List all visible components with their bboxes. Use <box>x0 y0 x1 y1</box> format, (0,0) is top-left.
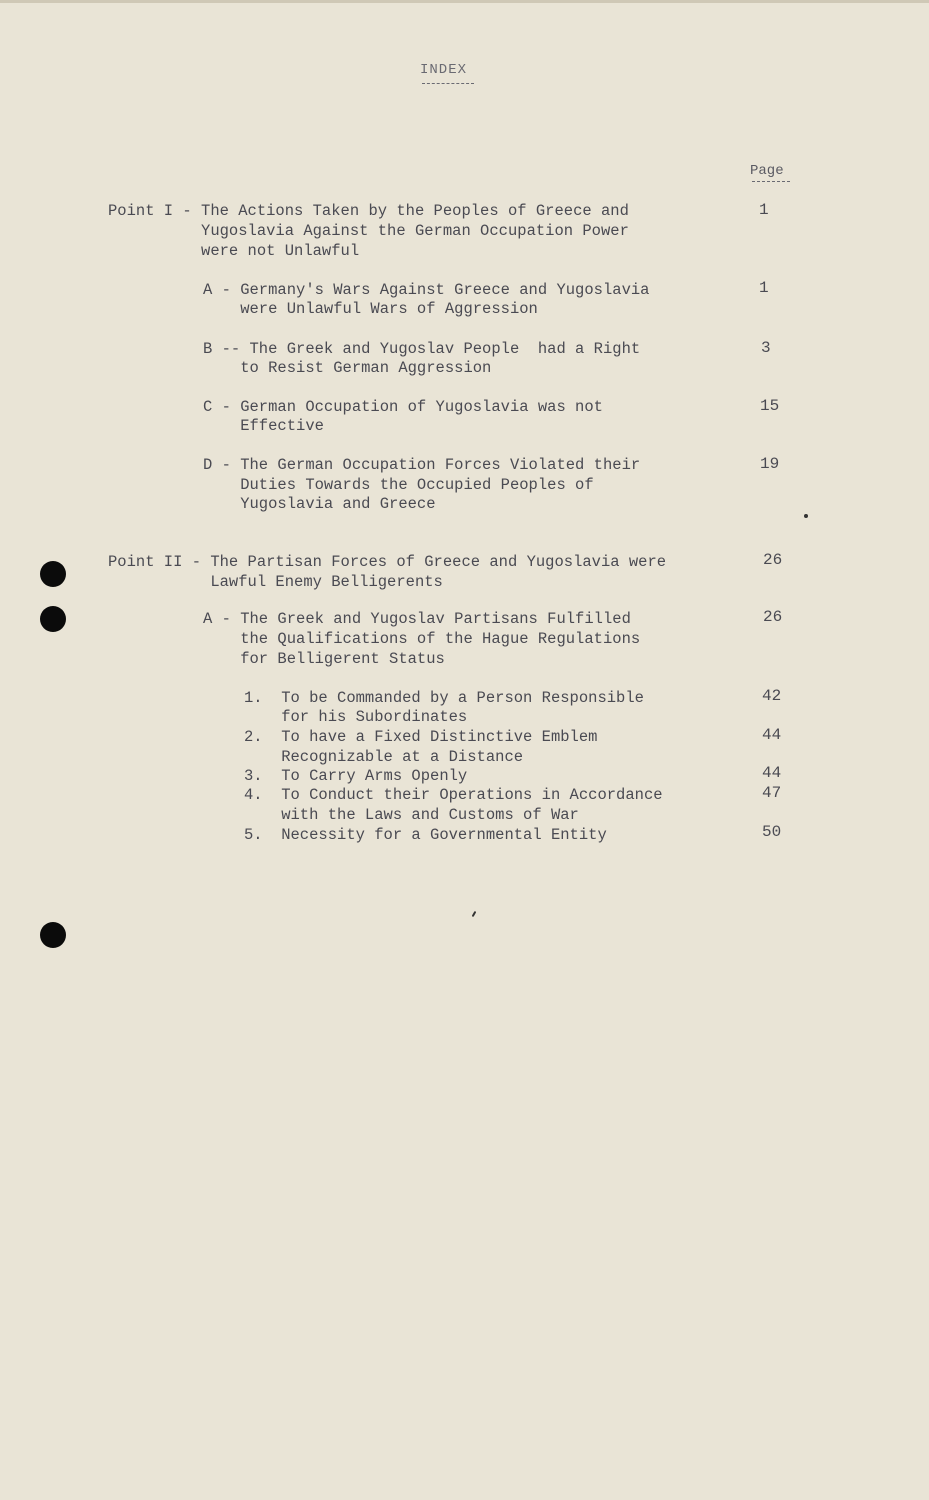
entry-line: Yugoslavia Against the German Occupation Power <box>108 222 629 240</box>
page-number: 3 <box>761 339 771 357</box>
page-number: 1 <box>759 201 769 219</box>
entry-line: C - German Occupation of Yugoslavia was not <box>203 398 603 416</box>
entry-line: 2. To have a Fixed Distinctive Emblem <box>244 728 598 746</box>
page-number: 42 <box>762 687 782 705</box>
entry-line: were not Unlawful <box>108 242 360 260</box>
entry-line: were Unlawful Wars of Aggression <box>203 300 538 318</box>
page-header-underline <box>752 181 790 182</box>
entry-line: with the Laws and Customs of War <box>244 806 579 824</box>
page-number: 26 <box>763 551 783 569</box>
entry-line: to Resist German Aggression <box>203 359 492 377</box>
entry-line: 1. To be Commanded by a Person Responsible <box>244 689 644 707</box>
entry-line: 4. To Conduct their Operations in Accordance <box>244 786 663 804</box>
entry-line: D - The German Occupation Forces Violated their <box>203 456 641 474</box>
entry-line: the Qualifications of the Hague Regulations <box>203 630 641 648</box>
title-underline <box>422 83 474 84</box>
page-number: 19 <box>760 455 780 473</box>
document-title: INDEX <box>420 62 468 78</box>
entry-line: B -- The Greek and Yugoslav People had a Right <box>203 340 641 358</box>
page-column-header: Page <box>750 163 784 179</box>
punch-hole-top <box>40 561 66 587</box>
entry-line: Duties Towards the Occupied Peoples of <box>203 476 594 494</box>
page-number: 1 <box>759 279 769 297</box>
page-number: 50 <box>762 823 782 841</box>
entry-line: 5. Necessity for a Governmental Entity <box>244 826 607 844</box>
entry-line: for his Subordinates <box>244 708 468 726</box>
entry-line: A - Germany's Wars Against Greece and Yugoslavia <box>203 281 650 299</box>
entry-line: Point II - The Partisan Forces of Greece and Yugoslavia were <box>108 553 667 571</box>
entry-line: Effective <box>203 417 324 435</box>
page-number: 44 <box>762 726 782 744</box>
entry-line: 3. To Carry Arms Openly <box>244 767 468 785</box>
ink-speck <box>472 911 477 917</box>
page-number: 44 <box>762 764 782 782</box>
entry-line: A - The Greek and Yugoslav Partisans Fulfilled <box>203 610 631 628</box>
entry-line: Lawful Enemy Belligerents <box>108 573 443 591</box>
entry-line: for Belligerent Status <box>203 650 445 668</box>
page-number: 47 <box>762 784 782 802</box>
entry-line: Recognizable at a Distance <box>244 748 524 766</box>
entry-line: Yugoslavia and Greece <box>203 495 436 513</box>
page-number: 15 <box>760 397 780 415</box>
page-number: 26 <box>763 608 783 626</box>
ink-speck <box>804 514 808 518</box>
page-top-edge <box>0 0 929 3</box>
punch-hole-middle <box>40 606 66 632</box>
punch-hole-bottom <box>40 922 66 948</box>
entry-line: Point I - The Actions Taken by the Peoples of Greece and <box>108 202 629 220</box>
